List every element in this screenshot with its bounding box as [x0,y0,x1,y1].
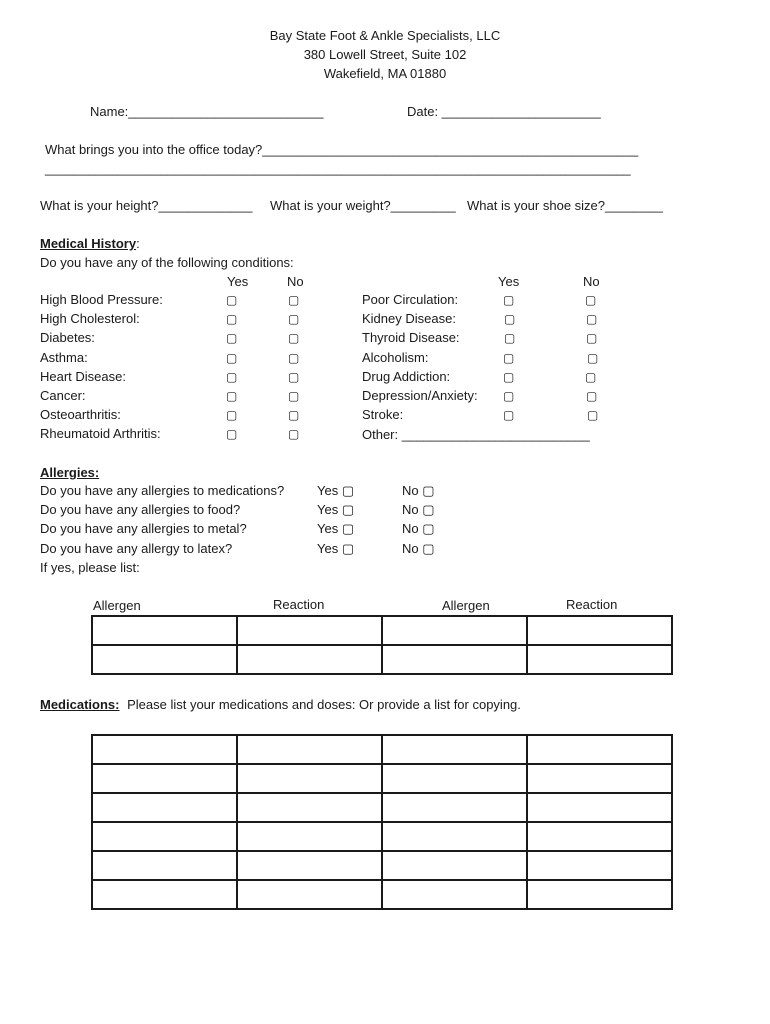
no-checkbox[interactable]: ▢ [288,293,300,307]
yes-checkbox[interactable]: ▢ [503,370,515,384]
table-cell[interactable] [92,616,237,645]
allergy-no-option[interactable]: No ▢ [402,502,435,517]
table-row [92,764,672,793]
table-cell[interactable] [237,822,382,851]
table-cell[interactable] [382,822,527,851]
table-row [92,880,672,909]
no-checkbox[interactable]: ▢ [288,370,300,384]
no-checkbox[interactable]: ▢ [586,312,598,326]
table-cell[interactable] [237,735,382,764]
table-cell[interactable] [92,735,237,764]
medical-history-title: Medical History [40,236,137,251]
no-checkbox[interactable]: ▢ [288,331,300,345]
table-cell[interactable] [382,880,527,909]
yes-checkbox[interactable]: ▢ [504,331,516,345]
allergy-yes-option[interactable]: Yes ▢ [317,541,355,556]
allergy-no-option[interactable]: No ▢ [402,483,435,498]
condition-label: Diabetes: [40,330,95,345]
table-cell[interactable] [237,851,382,880]
yes-checkbox[interactable]: ▢ [226,427,238,441]
table-cell[interactable] [527,880,672,909]
table-cell[interactable] [527,735,672,764]
yes-checkbox[interactable]: ▢ [226,293,238,307]
condition-label: High Cholesterol: [40,311,140,326]
no-checkbox[interactable]: ▢ [586,331,598,345]
allergy-list-prompt: If yes, please list: [40,560,140,575]
yes-checkbox[interactable]: ▢ [226,389,238,403]
allergies-title: Allergies: [40,465,100,480]
no-checkbox[interactable]: ▢ [585,293,597,307]
table-cell[interactable] [92,822,237,851]
condition-label: Depression/Anxiety: [362,388,478,403]
other-condition-field[interactable]: Other: __________________________ [362,427,590,442]
no-checkbox[interactable]: ▢ [288,408,300,422]
table-cell[interactable] [382,645,527,674]
name-field[interactable]: Name:___________________________ [90,104,324,119]
yes-checkbox[interactable]: ▢ [226,351,238,365]
table-cell[interactable] [237,764,382,793]
practice-city: Wakefield, MA 01880 [323,66,447,81]
no-checkbox[interactable]: ▢ [288,351,300,365]
table-cell[interactable] [527,645,672,674]
table-row [92,822,672,851]
allergy-no-option[interactable]: No ▢ [402,541,435,556]
no-checkbox[interactable]: ▢ [587,351,599,365]
practice-name: Bay State Foot & Ankle Specialists, LLC [269,28,501,43]
allergy-table [91,615,673,675]
condition-label: Thyroid Disease: [362,330,460,345]
allergen-header-1: Allergen [93,598,141,613]
table-cell[interactable] [527,822,672,851]
allergy-question: Do you have any allergies to medications? [40,483,285,498]
table-cell[interactable] [92,851,237,880]
condition-label: High Blood Pressure: [40,292,163,307]
no-checkbox[interactable]: ▢ [288,312,300,326]
condition-label: Alcoholism: [362,350,429,365]
table-cell[interactable] [92,764,237,793]
allergy-question: Do you have any allergies to food? [40,502,241,517]
yes-checkbox[interactable]: ▢ [226,370,238,384]
table-cell[interactable] [382,793,527,822]
table-cell[interactable] [237,616,382,645]
practice-address: 380 Lowell Street, Suite 102 [303,47,467,62]
table-cell[interactable] [237,645,382,674]
left-no-header: No [287,274,304,289]
left-yes-header: Yes [227,274,249,289]
medications-heading [40,697,521,713]
medications-table [91,734,673,910]
table-row [92,616,672,645]
condition-label: Asthma: [40,350,88,365]
table-cell[interactable] [382,764,527,793]
table-cell[interactable] [92,645,237,674]
table-cell[interactable] [527,616,672,645]
reason-field-line-2[interactable]: _________________________________________________________________________________ [45,161,631,176]
condition-label: Cancer: [40,388,86,403]
no-checkbox[interactable]: ▢ [288,389,300,403]
medications-instruction: Please list your medications and doses: Or provide a list for copying. [127,697,521,712]
table-row [92,851,672,880]
table-cell[interactable] [382,735,527,764]
yes-checkbox[interactable]: ▢ [226,312,238,326]
table-cell[interactable] [527,764,672,793]
table-row [92,793,672,822]
height-field[interactable]: What is your height?_____________ [40,198,253,213]
condition-label: Drug Addiction: [362,369,451,384]
allergy-yes-option[interactable]: Yes ▢ [317,521,355,536]
yes-checkbox[interactable]: ▢ [503,389,515,403]
medical-history-question: Do you have any of the following conditions: [40,255,294,270]
table-cell[interactable] [382,616,527,645]
no-checkbox[interactable]: ▢ [587,408,599,422]
table-row [92,735,672,764]
weight-field[interactable]: What is your weight?_________ [270,198,456,213]
no-checkbox[interactable]: ▢ [585,370,597,384]
no-checkbox[interactable]: ▢ [586,389,598,403]
table-cell[interactable] [527,793,672,822]
table-cell[interactable] [92,880,237,909]
no-checkbox[interactable]: ▢ [288,427,300,441]
table-cell[interactable] [237,880,382,909]
table-cell[interactable] [382,851,527,880]
yes-checkbox[interactable]: ▢ [226,408,238,422]
condition-label: Heart Disease: [40,369,126,384]
reason-field[interactable]: What brings you into the office today?____________________________________________________ [45,142,639,157]
allergen-header-2: Allergen [442,598,490,613]
medical-history-heading [40,236,140,252]
yes-checkbox[interactable]: ▢ [503,351,515,365]
allergy-yes-option[interactable]: Yes ▢ [317,502,355,517]
yes-checkbox[interactable]: ▢ [504,312,516,326]
yes-checkbox[interactable]: ▢ [503,408,515,422]
condition-label: Osteoarthritis: [40,407,121,422]
allergy-question: Do you have any allergy to latex? [40,541,233,556]
shoe-size-field[interactable]: What is your shoe size?________ [467,198,663,213]
right-yes-header: Yes [498,274,520,289]
condition-label: Rheumatoid Arthritis: [40,426,161,441]
date-field[interactable]: Date: ______________________ [407,104,601,119]
reaction-header-2: Reaction [566,597,618,612]
table-row [92,645,672,674]
yes-checkbox[interactable]: ▢ [503,293,515,307]
allergy-question: Do you have any allergies to metal? [40,521,247,536]
medical-history-colon: : [136,236,140,251]
condition-label: Poor Circulation: [362,292,459,307]
allergy-no-option[interactable]: No ▢ [402,521,435,536]
yes-checkbox[interactable]: ▢ [226,331,238,345]
medications-title: Medications: [40,697,120,712]
allergy-yes-option[interactable]: Yes ▢ [317,483,355,498]
right-no-header: No [583,274,600,289]
table-cell[interactable] [237,793,382,822]
table-cell[interactable] [92,793,237,822]
reaction-header-1: Reaction [273,597,325,612]
table-cell[interactable] [527,851,672,880]
condition-label: Kidney Disease: [362,311,456,326]
condition-label: Stroke: [362,407,404,422]
